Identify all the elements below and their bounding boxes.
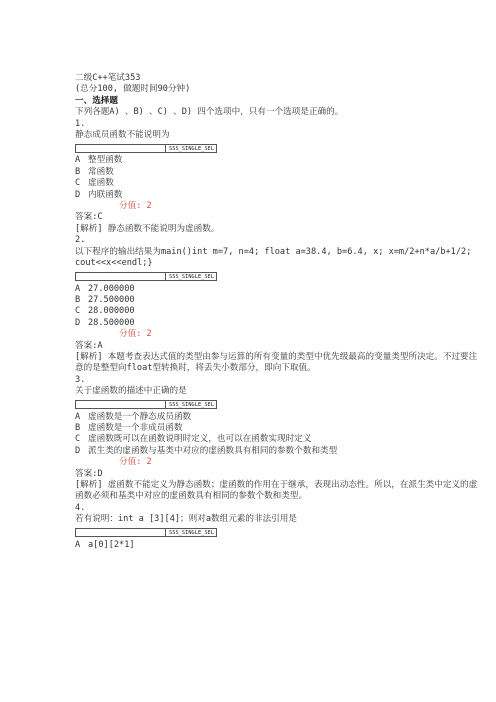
option-text: 27.500000	[88, 294, 135, 305]
option-d[interactable]	[75, 446, 480, 457]
option-c[interactable]	[75, 306, 480, 317]
option-text: 虚函数既可以在函数说明时定义，也可以在函数实现时定义	[88, 434, 312, 445]
option-letter: B	[75, 294, 81, 305]
option-text: 虚函数是一个非成员函数	[88, 422, 183, 433]
exam-subtitle: (总分100, 做题时间90分钟)	[75, 84, 191, 95]
answer-key: 答案:C	[75, 212, 103, 223]
option-c[interactable]	[75, 434, 480, 445]
section-heading: 一、选择题	[75, 95, 118, 106]
select-type-tag: SSS_SINGLE_SEL	[166, 400, 217, 409]
exam-title: 二级C++笔试353	[75, 73, 141, 83]
question-number: 2.	[75, 235, 86, 246]
select-type-tag: SSS_SINGLE_SEL	[166, 272, 217, 281]
option-text: 27.000000	[88, 283, 135, 294]
option-letter: A	[75, 411, 81, 422]
option-a[interactable]	[75, 540, 480, 551]
question-2	[75, 235, 480, 374]
answer-select[interactable]	[75, 399, 480, 411]
answer-analysis: [解析] 本题考查表达式值的类型由参与运算的所有变量的类型中优先级最高的变量类型所决定。不过要注意的是整型向float型转换时，将丢失小数部分，即向下取值。	[75, 351, 478, 374]
option-text: 28.500000	[88, 317, 135, 328]
option-letter: B	[75, 166, 81, 177]
option-letter: A	[75, 155, 81, 166]
option-text: 派生类的虚函数与基类中对应的虚函数具有相同的参数个数和类型	[88, 445, 338, 456]
option-letter: B	[75, 422, 81, 433]
option-letter: D	[75, 189, 81, 200]
question-number: 3.	[75, 374, 86, 385]
question-number: 4.	[75, 502, 86, 513]
answer-input-box[interactable]	[75, 400, 166, 409]
question-stem: 以下程序的输出结果为main()int m=7, n=4; float a=38.4, b=6.4, x; x=m/2+n*a/b+1/2; cout<<x<<endl;}	[75, 246, 472, 269]
option-text: 虚函数是一个静态成员函数	[88, 411, 192, 422]
score-value: 分值: 2	[119, 201, 152, 212]
option-b[interactable]	[75, 167, 480, 178]
option-text: 28.000000	[88, 306, 135, 317]
option-text: 常函数	[88, 166, 114, 177]
answer-key: 答案:D	[75, 468, 103, 479]
option-text: 内联函数	[88, 189, 123, 200]
answer-select[interactable]	[75, 527, 480, 539]
option-text: 虚函数	[88, 178, 114, 189]
score-value: 分值: 2	[119, 457, 152, 468]
option-letter: C	[75, 434, 81, 445]
option-letter: A	[75, 539, 81, 550]
option-a[interactable]	[75, 412, 480, 423]
option-letter: C	[75, 178, 81, 189]
score-value: 分值: 2	[119, 329, 152, 340]
option-letter: A	[75, 283, 81, 294]
option-d[interactable]	[75, 190, 480, 201]
question-stem: 关于虚函数的描述中正确的是	[75, 386, 187, 397]
question-3	[75, 375, 480, 503]
document-page	[75, 73, 480, 551]
answer-analysis: [解析] 虚函数不能定义为静态函数；虚函数的作用在于继承，表现出动态性。所以，在派生类中定义的虚函数必须和基类中对应的虚函数具有相同的参数个数和类型。	[75, 480, 478, 502]
answer-input-box[interactable]	[75, 528, 166, 537]
answer-select[interactable]	[75, 271, 480, 283]
select-type-tag: SSS_SINGLE_SEL	[166, 144, 217, 153]
question-number: 1.	[75, 118, 86, 129]
answer-analysis: [解析] 静态函数不能说明为虚函数。	[75, 223, 220, 234]
answer-input-box[interactable]	[75, 272, 166, 281]
option-letter: D	[75, 317, 81, 328]
option-text: a[0][2*1]	[88, 539, 135, 550]
question-1	[75, 119, 480, 236]
question-stem: 若有说明：int a [3][4]；则对a数组元素的非法引用是	[75, 514, 297, 525]
answer-input-box[interactable]	[75, 144, 166, 153]
option-b[interactable]	[75, 295, 480, 306]
option-d[interactable]	[75, 318, 480, 329]
option-b[interactable]	[75, 423, 480, 434]
option-letter: D	[75, 445, 81, 456]
option-a[interactable]	[75, 155, 480, 166]
option-letter: C	[75, 306, 81, 317]
answer-key: 答案:A	[75, 340, 103, 351]
answer-select[interactable]	[75, 142, 480, 154]
question-stem: 静态成员函数不能说明为	[75, 130, 170, 141]
question-4	[75, 503, 480, 551]
option-c[interactable]	[75, 178, 480, 189]
option-text: 整型函数	[88, 155, 123, 166]
select-type-tag: SSS_SINGLE_SEL	[166, 528, 217, 537]
section-instruction: 下列各题A) 、B) 、C) 、D) 四个选项中，只有一个选项是正确的。	[75, 107, 344, 118]
option-a[interactable]	[75, 284, 480, 295]
